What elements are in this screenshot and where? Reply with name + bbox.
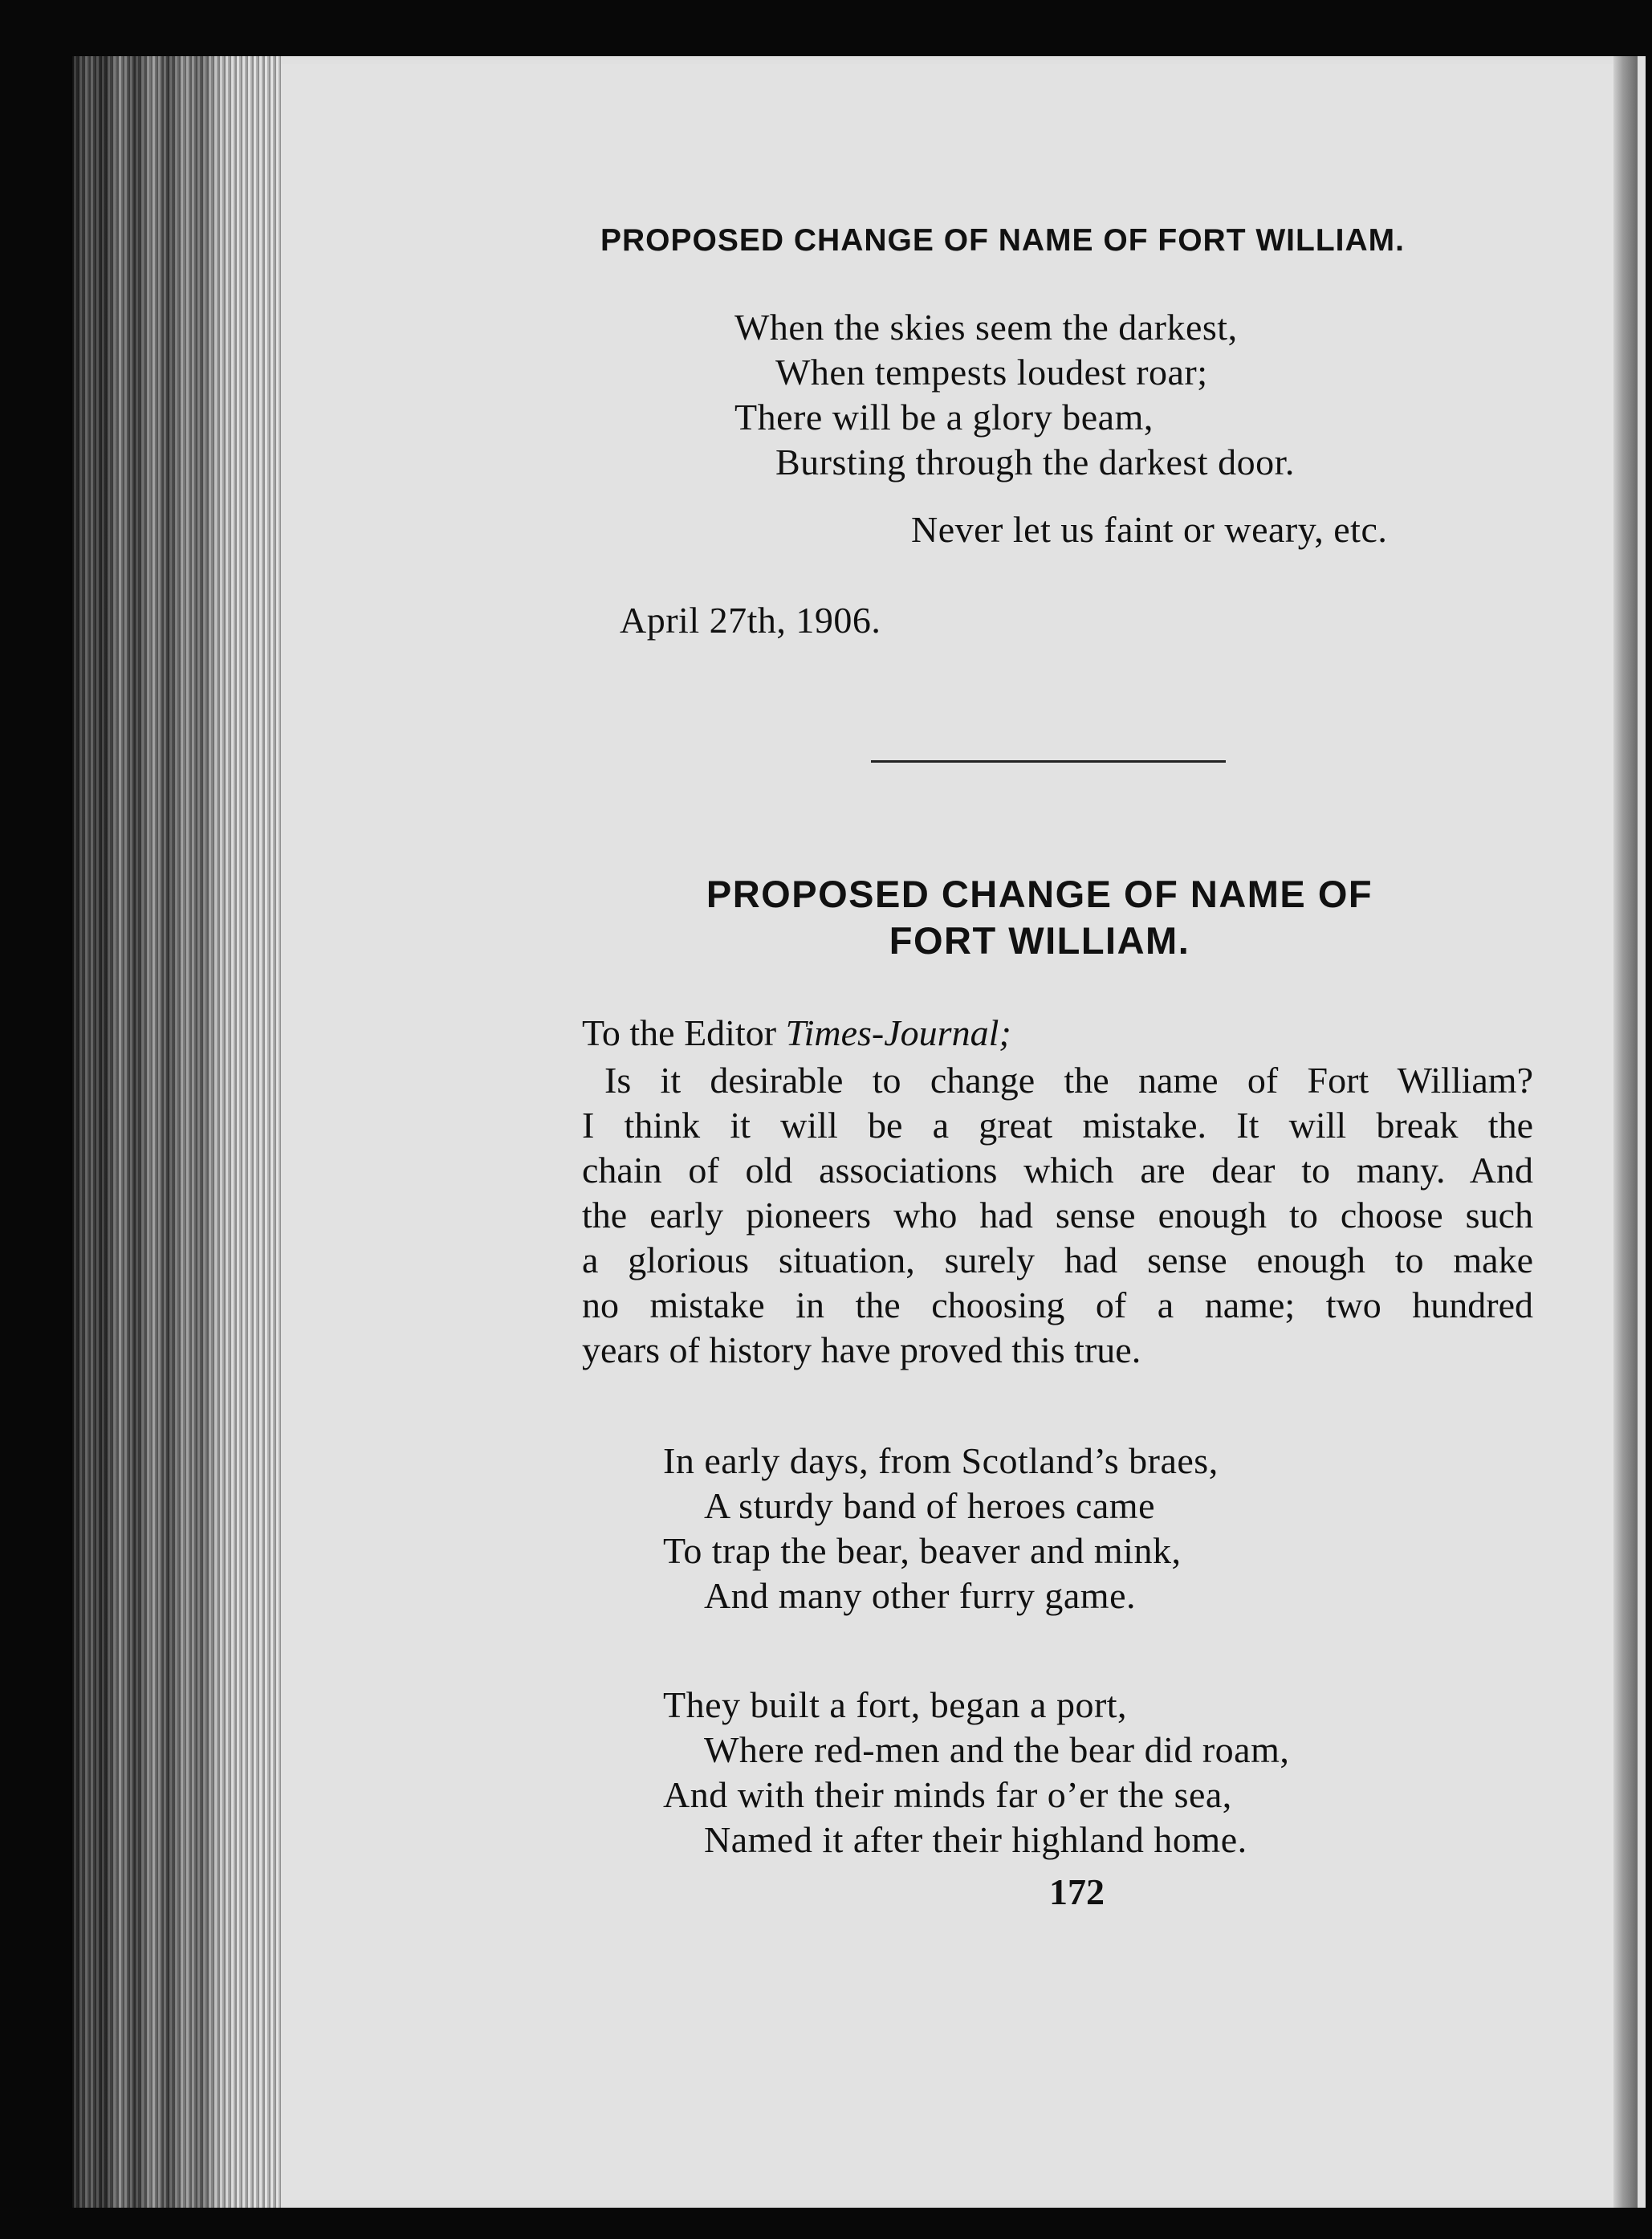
stanza-2-line-4: Named it after their highland home. <box>704 1819 1247 1860</box>
salutation <box>582 1012 1011 1054</box>
stanza-1-line-4: And many other furry game. <box>704 1575 1137 1616</box>
paragraph-line-2: I think it will be a great mistake. It will break the <box>582 1105 1533 1146</box>
poem-date: April 27th, 1906. <box>620 600 881 641</box>
stanza-2-line-1: They built a fort, began a port, <box>663 1684 1128 1725</box>
stanza-1-line-1: In early days, from Scotland’s braes, <box>663 1440 1219 1481</box>
poem-top-line-1: When the skies seem the darkest, <box>734 307 1238 348</box>
poem-top-line-2: When tempests loudest roar; <box>775 352 1208 393</box>
stanza-1-line-2: A sturdy band of heroes came <box>704 1485 1156 1526</box>
stanza-2-line-3: And with their minds far o’er the sea, <box>663 1774 1232 1815</box>
stanza-2-line-2: Where red-men and the bear did roam, <box>704 1729 1290 1770</box>
poem-top-line-4: Bursting through the darkest door. <box>775 442 1295 482</box>
paragraph-line-6: no mistake in the choosing of a name; two hundred <box>582 1284 1533 1325</box>
paragraph-line-4: the early pioneers who had sense enough to choose such <box>582 1195 1533 1236</box>
salutation-prefix: To the Editor <box>582 1012 786 1053</box>
article-paragraph <box>582 1058 1533 1373</box>
stanza-1-line-3: To trap the bear, beaver and mink, <box>663 1530 1182 1571</box>
salutation-publication: Times-Journal; <box>785 1012 1011 1053</box>
article-title-line-1: PROPOSED CHANGE OF NAME OF <box>706 873 1373 915</box>
section-divider <box>871 760 1226 763</box>
poem-refrain: Never let us faint or weary, etc. <box>911 509 1388 550</box>
paragraph-line-1: Is it desirable to change the name of Fort William? <box>604 1060 1533 1101</box>
article-title-line-2: FORT WILLIAM. <box>889 919 1190 962</box>
paragraph-line-5: a glorious situation, surely had sense enough to make <box>582 1240 1533 1280</box>
paragraph-line-3: chain of old associations which are dear to many. And <box>582 1150 1533 1191</box>
article-title <box>598 871 1481 964</box>
running-head: PROPOSED CHANGE OF NAME OF FORT WILLIAM. <box>600 223 1405 258</box>
page-right-edge <box>1613 56 1638 2208</box>
poem-top-line-3: There will be a glory beam, <box>734 397 1154 438</box>
paragraph-line-7: years of history have proved this true. <box>582 1329 1141 1370</box>
page-number: 172 <box>1049 1871 1105 1912</box>
